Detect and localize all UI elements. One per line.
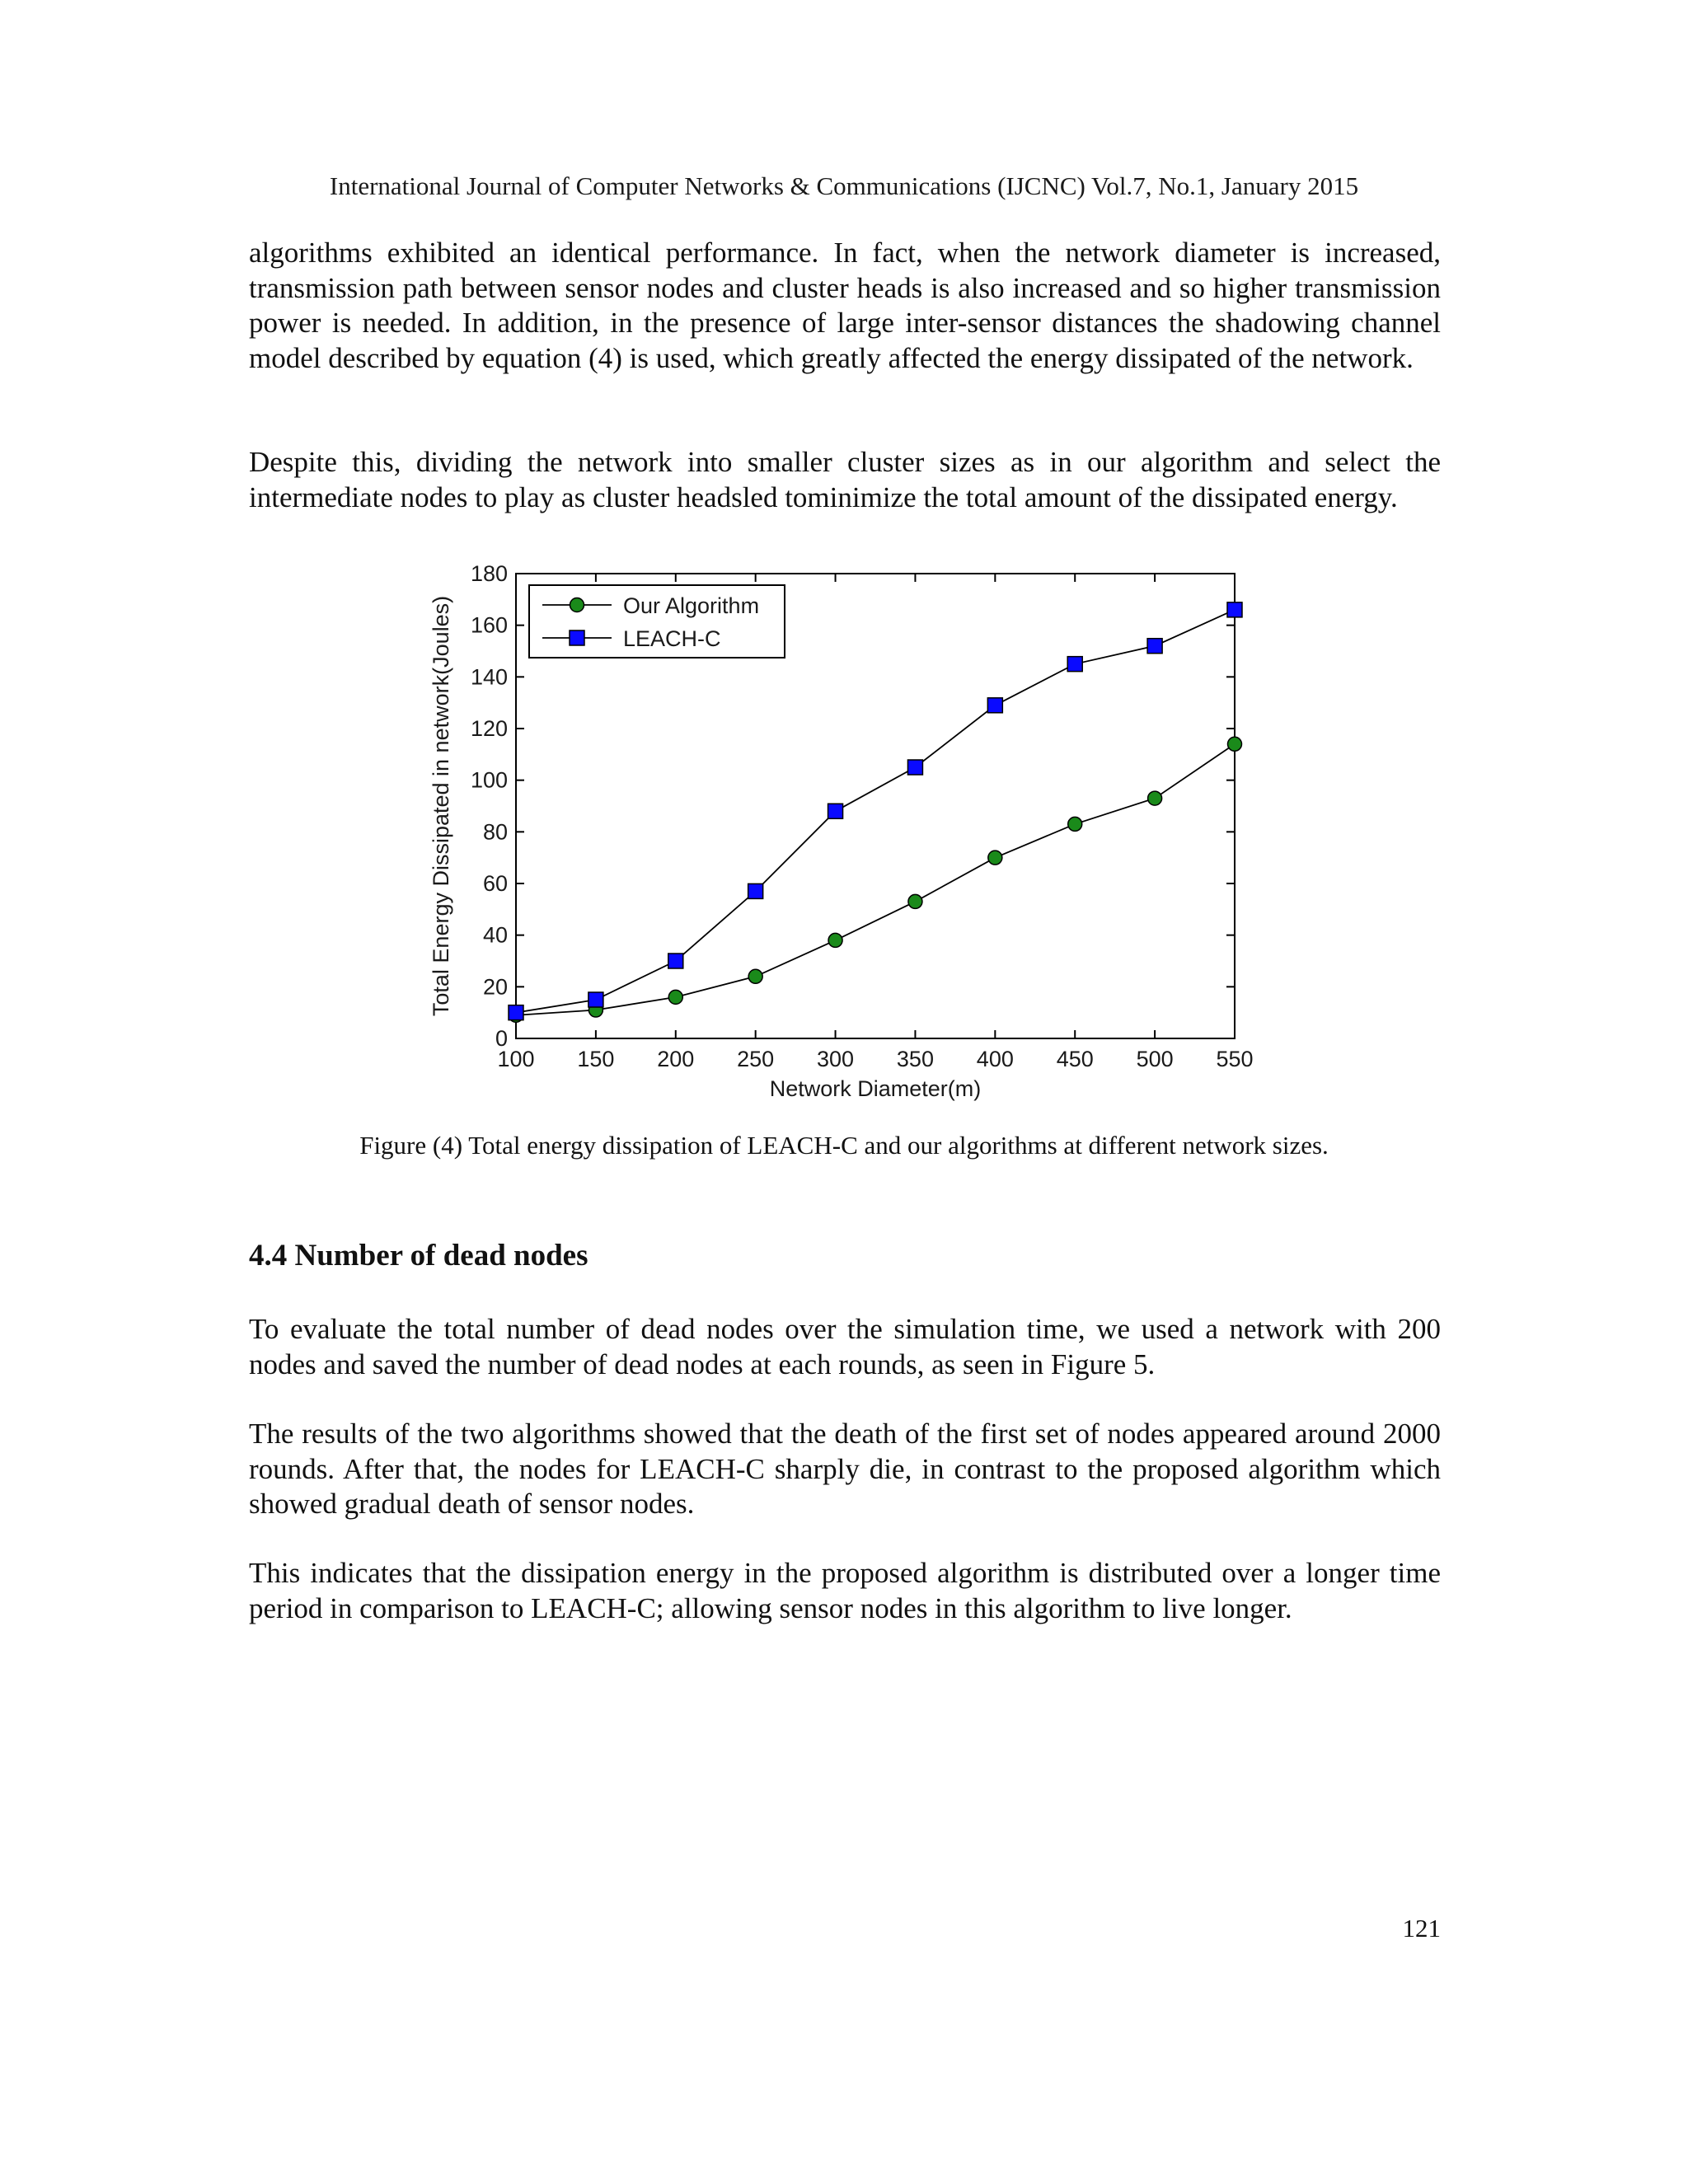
legend-label: Our Algorithm bbox=[623, 593, 760, 618]
data-point-leach-c bbox=[1147, 639, 1162, 654]
x-tick-label: 250 bbox=[737, 1047, 775, 1071]
data-point-our-algorithm bbox=[828, 933, 842, 947]
data-point-our-algorithm bbox=[988, 851, 1002, 865]
legend-label: LEACH-C bbox=[623, 626, 721, 651]
y-tick-label: 140 bbox=[470, 664, 508, 690]
x-tick-label: 100 bbox=[497, 1047, 535, 1071]
data-point-leach-c bbox=[588, 992, 603, 1007]
data-point-our-algorithm bbox=[1148, 791, 1162, 805]
body-paragraph-1: algorithms exhibited an identical performance. In fact, when the network diameter is increased, transmission path between sensor nodes and cluster heads is also increased and so higher transmission power is needed. In addition, in the presence of large inter-sensor distances the shadowing channel model described by equation (4) is used, which greatly affected the energy dissipated of the network. bbox=[249, 237, 1441, 374]
data-point-leach-c bbox=[828, 804, 843, 818]
figure-caption: Figure (4) Total energy dissipation of LEACH-C and our algorithms at different network sizes. bbox=[359, 1131, 1329, 1160]
data-point-leach-c bbox=[1067, 657, 1082, 672]
y-tick-label: 100 bbox=[470, 767, 508, 793]
y-tick-label: 160 bbox=[470, 612, 508, 638]
y-tick-label: 120 bbox=[470, 716, 508, 741]
section-paragraph-1: To evaluate the total number of dead nodes over the simulation time, we used a network with 200 nodes and saved the number of dead nodes at each rounds, as seen in Figure 5. bbox=[249, 1313, 1441, 1380]
data-point-our-algorithm bbox=[1068, 817, 1082, 831]
data-point-our-algorithm bbox=[668, 990, 682, 1004]
y-tick-label: 80 bbox=[482, 819, 508, 845]
x-tick-label: 550 bbox=[1216, 1047, 1254, 1071]
data-point-our-algorithm bbox=[1228, 737, 1242, 751]
y-tick-label: 180 bbox=[470, 561, 508, 586]
section-heading: 4.4 Number of dead nodes bbox=[249, 1239, 588, 1272]
x-tick-label: 400 bbox=[976, 1047, 1014, 1071]
legend-marker-square bbox=[570, 630, 584, 645]
x-tick-label: 150 bbox=[577, 1047, 615, 1071]
body-paragraph-2: Despite this, dividing the network into smaller cluster sizes as in our algorithm and select the intermediate nodes to play as cluster headsled tominimize the total amount of the dissipated energy. bbox=[249, 446, 1441, 513]
y-tick-label: 20 bbox=[482, 974, 508, 1000]
y-tick-label: 60 bbox=[482, 871, 508, 896]
y-axis-label: Total Energy Dissipated in network(Joules) bbox=[429, 595, 453, 1017]
data-point-leach-c bbox=[907, 760, 922, 775]
data-point-leach-c bbox=[1227, 602, 1242, 617]
section-paragraph-2: The results of the two algorithms showed that the death of the first set of nodes appeared around 2000 rounds. After that, the nodes for LEACH-C sharply die, in contrast to the proposed algorithm which showed gradual death of sensor nodes. bbox=[249, 1418, 1441, 1520]
page-number: 121 bbox=[1402, 1914, 1441, 1943]
y-tick-label: 40 bbox=[482, 922, 508, 948]
y-tick-label: 0 bbox=[495, 1026, 508, 1051]
data-point-leach-c bbox=[748, 883, 763, 898]
x-tick-label: 450 bbox=[1056, 1047, 1094, 1071]
data-point-leach-c bbox=[509, 1005, 523, 1020]
x-tick-label: 300 bbox=[817, 1047, 855, 1071]
data-point-leach-c bbox=[668, 954, 683, 968]
data-point-our-algorithm bbox=[908, 894, 922, 908]
section-paragraph-3: This indicates that the dissipation energy in the proposed algorithm is distributed over a longer time period in comparison to LEACH-C; allowing sensor nodes in this algorithm to live longer. bbox=[249, 1557, 1441, 1624]
data-point-leach-c bbox=[987, 698, 1002, 713]
x-tick-label: 350 bbox=[896, 1047, 934, 1071]
data-point-our-algorithm bbox=[748, 969, 762, 983]
running-header: International Journal of Computer Networks & Communications (IJCNC) Vol.7, No.1, January 2015 bbox=[329, 171, 1359, 200]
x-tick-label: 500 bbox=[1136, 1047, 1174, 1071]
x-tick-label: 200 bbox=[657, 1047, 695, 1071]
x-axis-label: Network Diameter(m) bbox=[769, 1076, 982, 1101]
legend-marker-circle bbox=[570, 598, 584, 612]
